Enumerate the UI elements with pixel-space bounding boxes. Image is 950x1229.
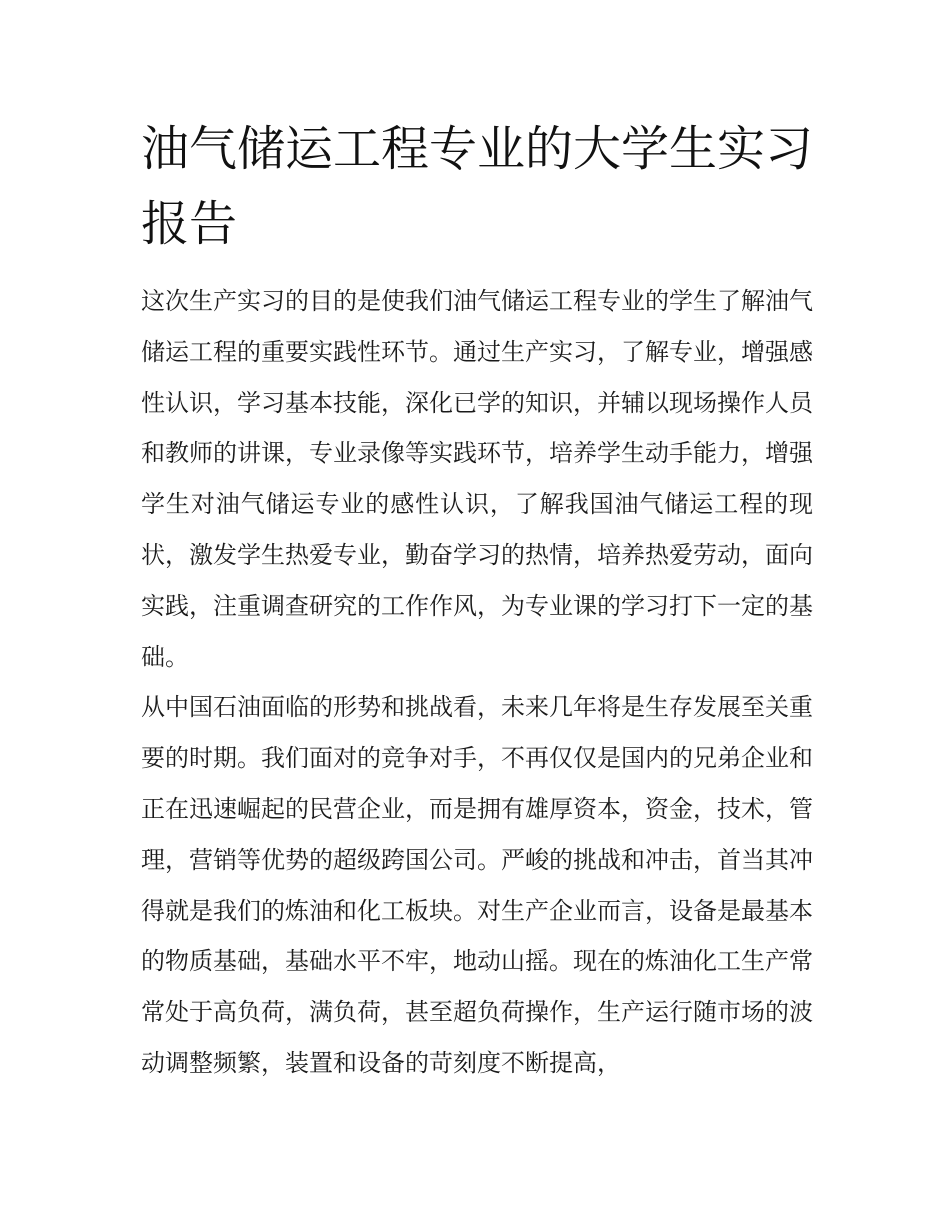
document-body (141, 112, 813, 1089)
paragraph-1: 这次生产实习的目的是使我们油气储运工程专业的学生了解油气储运工程的重要实践性环节。通过生产实习，了解专业，增强感性认识，学习基本技能，深化已学的知识，并辅以现场操作人员和教师的讲课，专业录像等实践环节，培养学生动手能力，增强学生对油气储运专业的感性认识，了解我国油气储运工程的现状，激发学生热爱专业，勤奋学习的热情，培养热爱劳动，面向实践，注重调查研究的工作作风，为专业课的学习打下一定的基础。 (141, 287, 813, 671)
paragraph-2: 从中国石油面临的形势和挑战看，未来几年将是生存发展至关重要的时期。我们面对的竞争对手，不再仅仅是国内的兄弟企业和正在迅速崛起的民营企业，而是拥有雄厚资本，资金，技术，管理，营销等优势的超级跨国公司。严峻的挑战和冲击，首当其冲得就是我们的炼油和化工板块。对生产企业而言，设备是最基本的物质基础，基础水平不牢，地动山摇。现在的炼油化工生产常常处于高负荷，满负荷，甚至超负荷操作，生产运行随市场的波动调整频繁，装置和设备的苛刻度不断提高， (141, 693, 813, 1077)
document-title: 油气储运工程专业的大学生实习报告 (141, 121, 814, 252)
